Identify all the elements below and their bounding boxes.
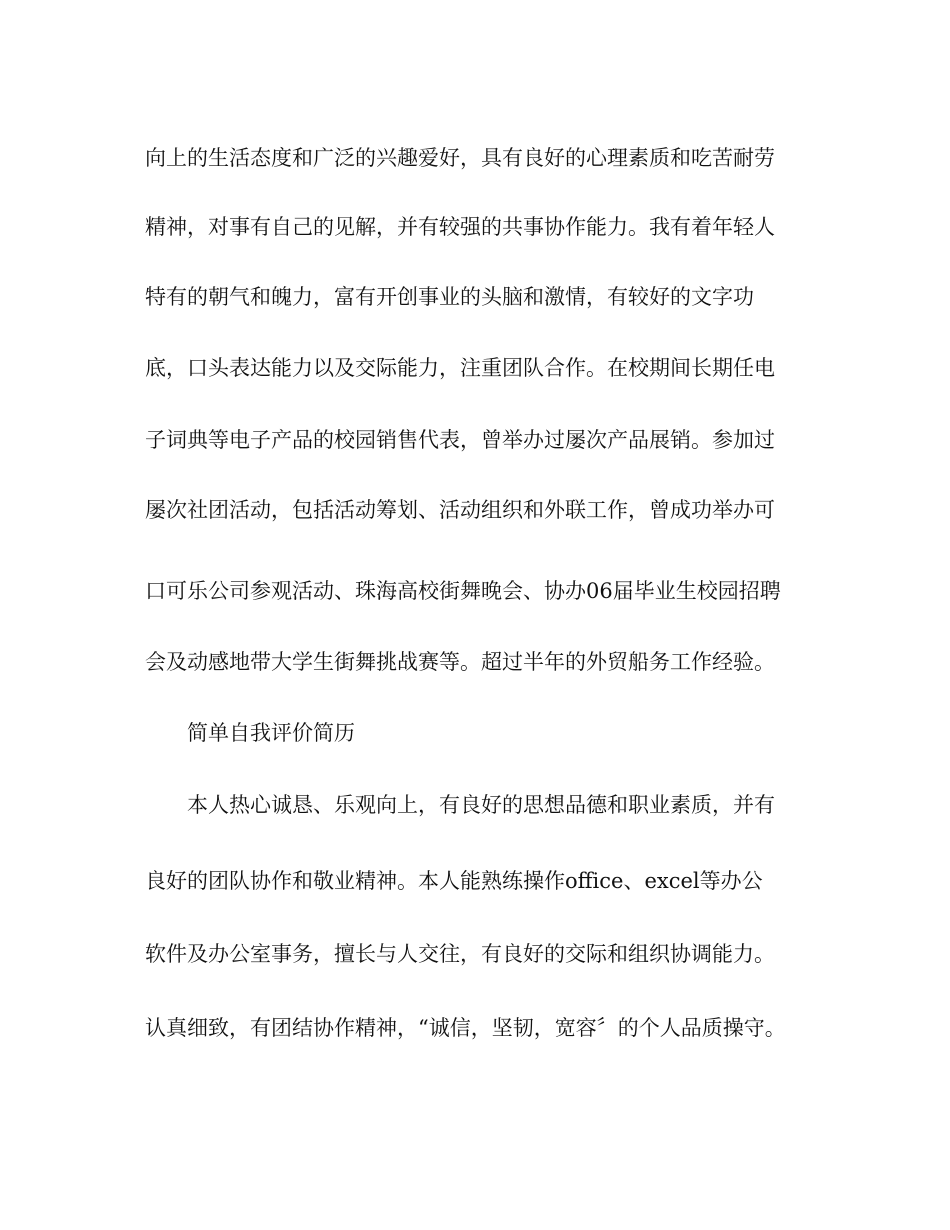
paragraph-line: 会及动感地带大学生街舞挑战赛等。超过半年的外贸船务工作经验。 <box>145 650 775 674</box>
paragraph-line: 本人热心诚恳、乐观向上，有良好的思想品德和职业素质，并有 <box>187 793 775 817</box>
paragraph-line: 子词典等电子产品的校园销售代表，曾举办过屡次产品展销。参加过 <box>145 428 775 452</box>
paragraph-line: 良好的团队协作和敬业精神。本人能熟练操作office、excel等办公 <box>145 869 763 893</box>
paragraph-line: 软件及办公室事务，擅长与人交往，有良好的交际和组织协调能力。 <box>145 942 775 966</box>
paragraph-line: 屡次社团活动，包括活动筹划、活动组织和外联工作，曾成功举办可 <box>145 498 775 522</box>
section-heading: 简单自我评价简历 <box>187 721 355 745</box>
paragraph-line: 底，口头表达能力以及交际能力，注重团队合作。在校期间长期任电 <box>145 356 775 380</box>
paragraph-line: 精神，对事有自己的见解，并有较强的共事协作能力。我有着年轻人 <box>145 215 775 239</box>
paragraph-line: 特有的朝气和魄力，富有开创事业的头脑和激情，有较好的文字功 <box>145 285 754 309</box>
paragraph-line: 认真细致，有团结协作精神，“诚信，坚韧，宽容〞的个人品质操守。 <box>145 1016 786 1040</box>
paragraph-line: 向上的生活态度和广泛的兴趣爱好，具有良好的心理素质和吃苦耐劳 <box>145 146 775 170</box>
paragraph-line: 口可乐公司参观活动、珠海高校街舞晚会、协办06届毕业生校园招聘 <box>145 579 781 603</box>
